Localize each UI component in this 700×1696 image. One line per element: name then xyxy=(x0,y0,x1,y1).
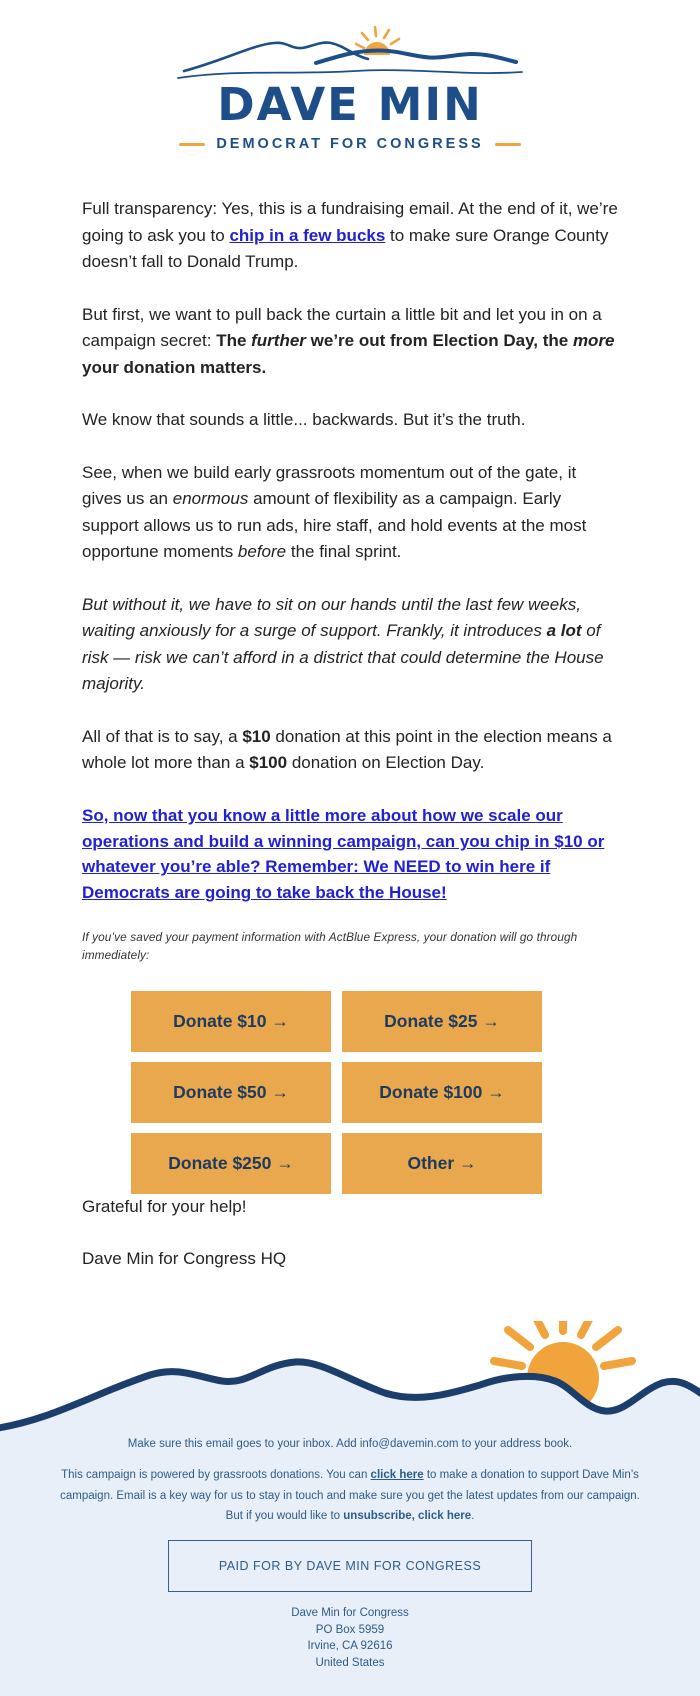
paid-for-text: PAID FOR BY DAVE MIN FOR CONGRESS xyxy=(218,1558,482,1573)
cta-donate-link[interactable]: So, now that you know a little more about how we scale our operations and build a winning campaign, can you chip in $10 or whatever you’re able? Remember: We NEED to win here if Democrats are going to take back the House! xyxy=(82,805,605,903)
donate-other-button[interactable]: Other → xyxy=(342,1133,542,1194)
footer-disclaimer xyxy=(59,1465,641,1527)
logo-tagline xyxy=(0,136,700,152)
text-run: enormous xyxy=(172,489,249,509)
donation-click-here-link[interactable]: click here xyxy=(370,1468,424,1481)
paid-for-disclaimer-box xyxy=(168,1540,532,1592)
text-run: further xyxy=(251,331,306,351)
address-line: United States xyxy=(315,1656,385,1669)
text-run: All of that is to say, a xyxy=(82,726,243,746)
text-run: This campaign is powered by grassroots donations. You can xyxy=(61,1468,371,1481)
text-run: before xyxy=(237,542,287,562)
donate-25-button[interactable]: Donate $25 → xyxy=(342,991,542,1052)
mailing-address xyxy=(0,1605,700,1696)
text-run: $100 xyxy=(249,753,288,773)
text-run: . xyxy=(471,1510,475,1523)
address-line: Dave Min for Congress xyxy=(291,1606,409,1619)
mountains-sun-icon xyxy=(170,22,530,86)
text-run: See, when we build early grassroots momentum out of the gate, it gives us an xyxy=(82,462,577,509)
unsubscribe-click-here-link[interactable]: click here xyxy=(414,1510,472,1523)
inbox-note: Make sure this email goes to your inbox. Add info@davemin.com to your address book. xyxy=(127,1437,573,1450)
tagline-dash-icon xyxy=(495,143,521,146)
paragraph-momentum xyxy=(82,460,618,566)
address-line: PO Box 5959 xyxy=(315,1623,385,1636)
text-run: $10 xyxy=(242,726,271,746)
text-run: of risk — risk we can’t afford in a district that could determine the House majority. xyxy=(82,621,604,694)
email-footer xyxy=(0,1433,700,1696)
tagline-text: DEMOCRAT FOR CONGRESS xyxy=(216,136,484,152)
campaign-logo xyxy=(0,0,700,152)
logo-name: DAVE MIN xyxy=(217,78,483,131)
text-run: But without it, we have to sit on our hands until the last few weeks, waiting anxiously for a surge of support. Frankly, it introduces xyxy=(82,594,581,641)
signature-line: Dave Min for Congress HQ xyxy=(82,1249,287,1269)
text-run: The xyxy=(216,331,252,351)
text-run: amount of flexibility as a campaign. Early support allows us to run ads, hire staff, and hold events at the most opportune moments xyxy=(82,489,587,562)
text-run: Full transparency: Yes, this is a fundraising email. At the end of it, we’re going to ask you to xyxy=(82,199,618,245)
text-run: donation at this point in the election means a whole lot more than a xyxy=(82,726,612,773)
footer-wave-sun-graphic xyxy=(0,1321,700,1433)
actblue-express-note: If you’ve saved your payment information with ActBlue Express, your donation will go through immediately: xyxy=(82,930,578,963)
tagline-dash-icon xyxy=(179,143,205,146)
donate-button-grid xyxy=(131,991,542,1194)
text-run: a lot xyxy=(546,621,582,641)
donate-100-button[interactable]: Donate $100 → xyxy=(342,1062,542,1123)
email-body xyxy=(0,196,700,1299)
donate-10-button[interactable]: Donate $10 → xyxy=(131,991,331,1052)
chip-in-link[interactable]: chip in a few bucks xyxy=(229,225,386,245)
paragraph-backwards: We know that sounds a little... backwards. But it’s the truth. xyxy=(82,410,526,430)
donate-50-button[interactable]: Donate $50 → xyxy=(131,1062,331,1123)
unsubscribe-label: unsubscribe, xyxy=(343,1510,415,1523)
paragraph-intro xyxy=(82,196,618,276)
text-run: more xyxy=(572,331,615,351)
text-run: we’re out from Election Day, the xyxy=(305,331,573,351)
text-run: the final sprint. xyxy=(286,542,402,562)
text-run: your donation matters. xyxy=(82,357,267,377)
closing-line: Grateful for your help! xyxy=(82,1196,247,1216)
text-run: But first, we want to pull back the curtain a little bit and let you in on a campaign secret: xyxy=(82,304,602,351)
paragraph-donation-value xyxy=(82,724,618,777)
address-line: Irvine, CA 92616 xyxy=(307,1640,393,1653)
text-run: to make sure Orange County doesn’t fall to Donald Trump. xyxy=(82,225,609,272)
text-run: donation on Election Day. xyxy=(287,753,485,773)
paragraph-secret xyxy=(82,302,618,382)
donate-250-button[interactable]: Donate $250 → xyxy=(131,1133,331,1194)
paragraph-risk xyxy=(82,592,618,698)
text-run: to make a donation to support Dave Min’s campaign. Email is a key way for us to stay in touch and make sure you get the latest updates from our campaign. But if you would like to xyxy=(60,1468,640,1523)
